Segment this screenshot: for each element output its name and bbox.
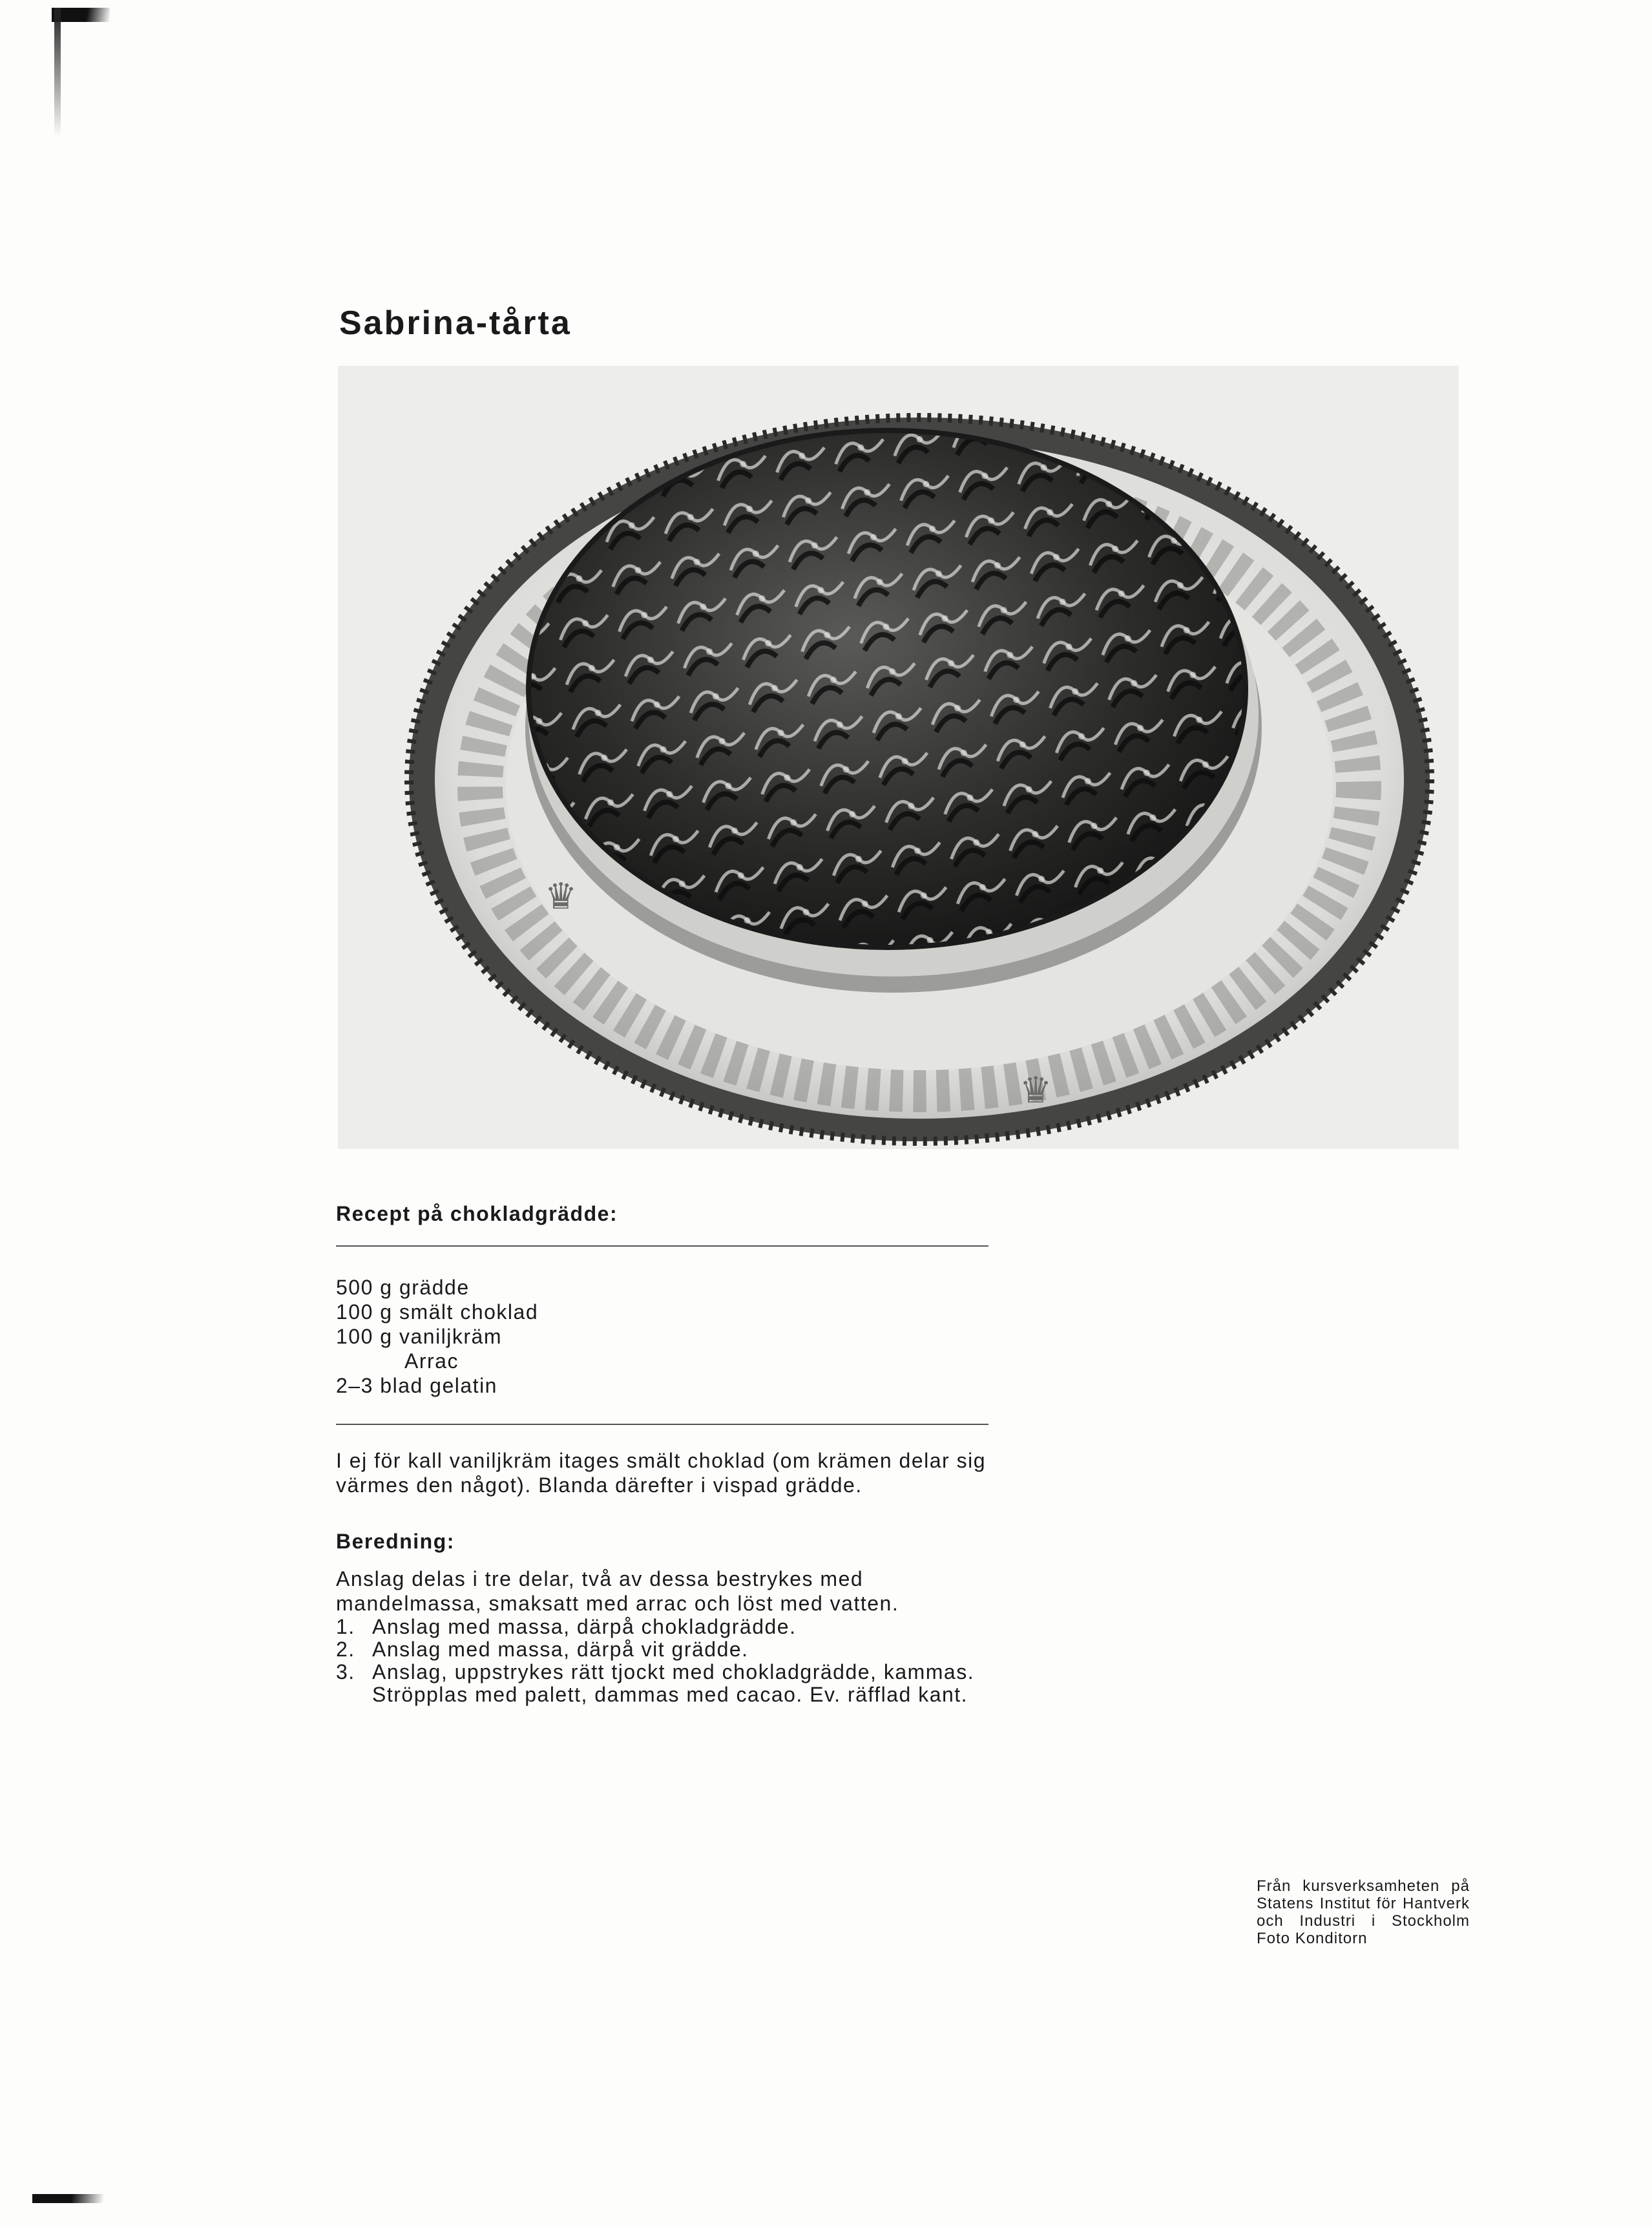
ingredient-item: 2–3 blad gelatin	[336, 1374, 497, 1397]
photo-credit: Från kursverksamheten på Statens Institut för Hantverk och Industri i Stockholm Foto Konditorn	[1257, 1877, 1470, 1947]
svg-text:♛: ♛	[545, 876, 578, 918]
instruction-text: I ej för kall vaniljkräm itages smält choklad (om krämen delar sig värmes den något). Blanda därefter i vispad grädde.	[336, 1449, 986, 1497]
step-text: Anslag med massa, därpå vit grädde.	[372, 1638, 749, 1661]
step-item	[336, 1661, 988, 1706]
divider	[336, 1424, 988, 1425]
step-text: Anslag med massa, därpå chokladgrädde.	[372, 1615, 797, 1638]
page-title: Sabrina-tårta	[339, 304, 572, 342]
step-number: 3.	[336, 1660, 355, 1683]
step-list	[336, 1616, 988, 1706]
step-text: Anslag, uppstrykes rätt tjockt med chokladgrädde, kammas. Ströpplas med palett, dammas med cacao. Ev. räfflad kant.	[372, 1660, 975, 1706]
scan-edge-left	[54, 8, 61, 137]
step-number: 1.	[336, 1615, 355, 1638]
recipe-heading: Recept på chokladgrädde:	[336, 1202, 618, 1225]
svg-text:♛: ♛	[1019, 1070, 1052, 1112]
ingredient-item: 100 g smält choklad	[336, 1300, 539, 1324]
ingredient-list	[336, 1275, 988, 1398]
preparation-heading: Beredning:	[336, 1530, 455, 1553]
ingredient-item: Arrac	[404, 1349, 459, 1373]
scan-edge-bottom	[32, 2194, 103, 2203]
ingredient-item: 100 g vaniljkräm	[336, 1325, 502, 1348]
recipe-section	[336, 1202, 988, 1706]
step-number: 2.	[336, 1638, 355, 1661]
step-item	[336, 1638, 988, 1661]
ingredient-item: 500 g grädde	[336, 1276, 470, 1299]
preparation-intro: Anslag delas i tre delar, två av dessa bestrykes med mandelmassa, smaksatt med arrac och löst med vatten.	[336, 1567, 899, 1615]
cake-photo	[338, 366, 1459, 1149]
divider	[336, 1245, 988, 1247]
step-item	[336, 1616, 988, 1638]
